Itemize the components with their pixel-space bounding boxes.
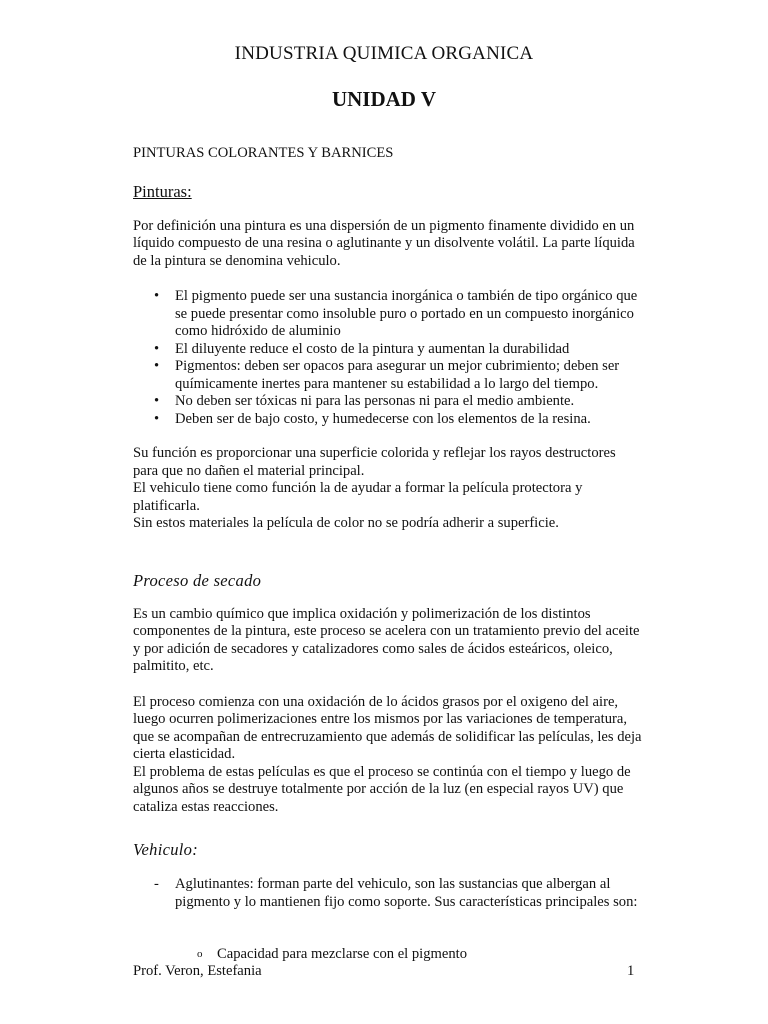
circle-list-aglutinantes <box>133 946 643 964</box>
secado-line: El problema de estas películas es que el proceso se continúa con el tiempo y luego de algunos años se destruye totalmente por acción de la luz (en especial rayos UV) que cataliza estas reacciones. <box>133 763 631 815</box>
dash-text: Aglutinantes: forman parte del vehiculo, son las sustancias que albergan al pigmento y lo mantienen fijo como soporte. Sus características principales son: <box>175 876 638 910</box>
dash-list-vehiculo <box>133 876 643 911</box>
bullet-list-pinturas <box>133 288 643 428</box>
funcion-line: Su función es proporcionar una superficie colorida y reflejar los rayos destructores para que no dañen el material principal. <box>133 445 616 479</box>
unit-heading: UNIDAD V <box>331 87 437 111</box>
section-subtitle: PINTURAS COLORANTES Y BARNICES <box>133 145 394 161</box>
secado-line: El proceso comienza con una oxidación de lo ácidos grasos por el oxigeno del aire, luego ocurren polimerizaciones entre los mismos por las variaciones de temperatura, que se acompañan de entrecruzamiento que además de solidificar las películas, les deja cierta elasticidad. <box>133 693 642 762</box>
bullet-icon: • <box>154 393 160 409</box>
paragraph-definition: Por definición una pintura es una dispersión de un pigmento finamente dividido en un líquido compuesto de una resina o aglutinante y un disolvente volátil. La parte líquida de la pintura se denomina vehiculo. <box>133 217 635 269</box>
bullet-item <box>154 358 643 393</box>
bullet-icon: • <box>154 410 160 427</box>
bullet-item <box>154 288 643 341</box>
funcion-line: Sin estos materiales la película de color no se podría adherir a superficie. <box>133 515 559 531</box>
heading-proceso-secado: Proceso de secado <box>133 570 262 590</box>
document-title: INDUSTRIA QUIMICA ORGANICA <box>234 43 534 64</box>
paragraph-secado-2 <box>133 694 643 817</box>
paragraph-secado-1: Es un cambio químico que implica oxidación y polimerización de los distintos componentes de la pintura, este proceso se acelera con un tratamiento previo del aceite y por adición de secadores y catalizadores como sales de ácidos esteáricos, oleico, palmitito, etc. <box>133 605 640 674</box>
bullet-icon: • <box>154 340 160 357</box>
dash-icon: - <box>154 876 159 892</box>
heading-pinturas: Pinturas: <box>133 181 192 201</box>
bullet-text: No deben ser tóxicas ni para las personas ni para el medio ambiente. <box>175 393 575 409</box>
document-body <box>133 145 643 964</box>
bullet-text: El pigmento puede ser una sustancia inorgánica o también de tipo orgánico que se puede presentar como insoluble puro o portado en un compuesto inorgánico como hidróxido de aluminio <box>175 288 638 339</box>
paragraph-funcion <box>133 445 643 533</box>
heading-vehiculo: Vehiculo: <box>133 840 199 859</box>
bullet-item <box>154 340 643 359</box>
bullet-text: El diluyente reduce el costo de la pintura y aumentan la durabilidad <box>175 340 570 357</box>
bullet-text: Deben ser de bajo costo, y humedecerse con los elementos de la resina. <box>175 410 591 427</box>
bullet-text: Pigmentos: deben ser opacos para asegurar un mejor cubrimiento; deben ser químicamente inertes para mantener su estabilidad a lo largo del tiempo. <box>175 358 620 392</box>
bullet-item <box>154 393 643 411</box>
bullet-icon: • <box>154 358 160 374</box>
circle-text: Capacidad para mezclarse con el pigmento <box>217 946 468 962</box>
footer-author: Prof. Veron, Estefania <box>133 963 262 979</box>
circle-item <box>197 946 643 964</box>
footer-page-number: 1 <box>627 963 635 979</box>
dash-item <box>154 876 643 911</box>
funcion-line: El vehiculo tiene como función la de ayudar a formar la película protectora y platificarla. <box>133 480 583 514</box>
bullet-item <box>154 410 643 429</box>
circle-bullet-icon: o <box>197 948 203 960</box>
bullet-icon: • <box>154 288 160 304</box>
